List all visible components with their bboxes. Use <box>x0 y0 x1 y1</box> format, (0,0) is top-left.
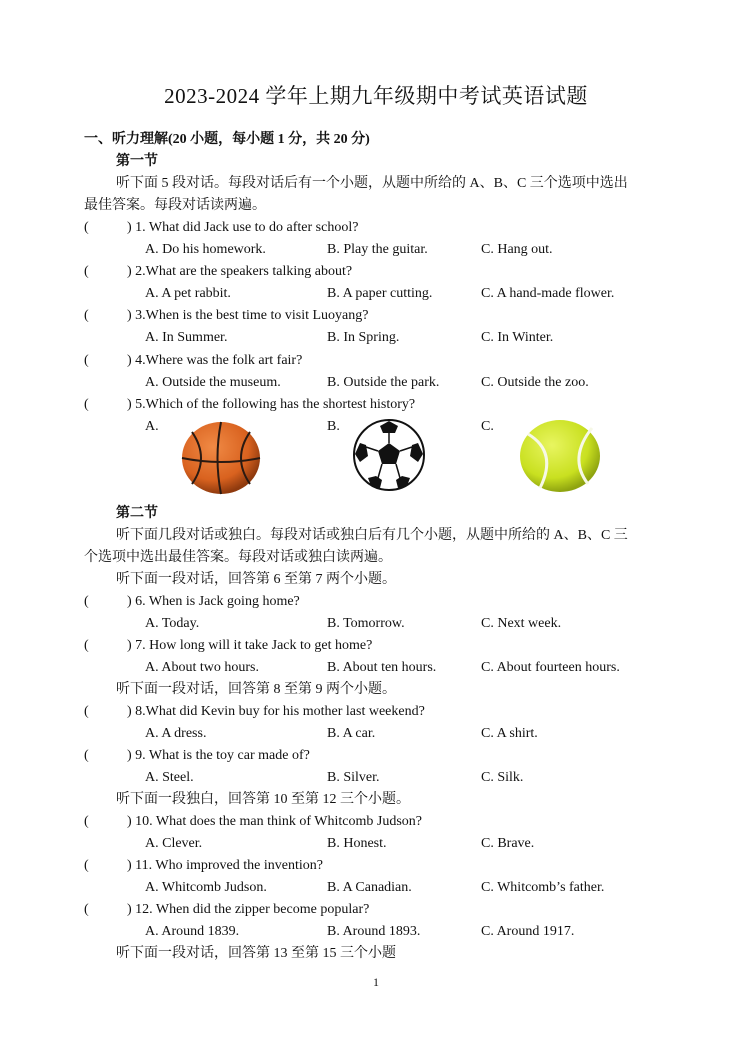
question-11: ) 11. Who improved the invention? <box>127 858 323 873</box>
option-b: B. A Canadian. <box>327 880 412 895</box>
question-3: ) 3.When is the best time to visit Luoyang? <box>127 308 369 323</box>
part1-instruction-2: 最佳答案。每段对话读两遍。 <box>84 198 266 213</box>
question-1: ) 1. What did Jack use to do after school? <box>127 220 359 235</box>
section1-heading: 一、听力理解(20 小题，每小题 1 分，共 20 分) <box>84 132 370 147</box>
group-instruction-10-12: 听下面一段独白，回答第 10 至第 12 三个小题。 <box>116 792 410 807</box>
option-a: A. Outside the museum. <box>145 375 281 390</box>
part1-instruction-1: 听下面 5 段对话。每段对话后有一个小题，从题中所给的 A、B、C 三个选项中选出 <box>116 176 628 191</box>
question-8: ) 8.What did Kevin buy for his mother last weekend? <box>127 704 425 719</box>
option-c: C. Outside the zoo. <box>481 375 589 390</box>
option-b: B. <box>327 419 340 434</box>
page-number: 1 <box>373 975 379 989</box>
option-b: B. Outside the park. <box>327 375 440 390</box>
option-c: C. Hang out. <box>481 242 553 257</box>
option-a: A. In Summer. <box>145 330 228 345</box>
soccer-ball-image <box>352 418 426 492</box>
option-a: A. Whitcomb Judson. <box>145 880 267 895</box>
option-b: B. Tomorrow. <box>327 616 405 631</box>
option-b: B. About ten hours. <box>327 660 437 675</box>
option-a: A. A pet rabbit. <box>145 286 231 301</box>
part2-instruction-2: 个选项中选出最佳答案。每段对话或独白读两遍。 <box>84 550 392 565</box>
option-b: B. A car. <box>327 726 376 741</box>
option-a: A. Around 1839. <box>145 924 240 939</box>
option-a: A. Today. <box>145 616 200 631</box>
answer-paren: ( <box>84 748 89 763</box>
option-c: C. A shirt. <box>481 726 538 741</box>
option-a: A. A dress. <box>145 726 207 741</box>
group-instruction-6-7: 听下面一段对话，回答第 6 至第 7 两个小题。 <box>116 572 396 587</box>
option-b: B. Honest. <box>327 836 387 851</box>
question-6: ) 6. When is Jack going home? <box>127 594 300 609</box>
option-c: C. A hand-made flower. <box>481 286 615 301</box>
group-instruction-8-9: 听下面一段对话，回答第 8 至第 9 两个小题。 <box>116 682 396 697</box>
option-a: A. <box>145 419 159 434</box>
answer-paren: ( <box>84 858 89 873</box>
option-b: B. Silver. <box>327 770 380 785</box>
question-4: ) 4.Where was the folk art fair? <box>127 353 303 368</box>
option-a: A. About two hours. <box>145 660 259 675</box>
part2-instruction-1: 听下面几段对话或独白。每段对话或独白后有几个小题，从题中所给的 A、B、C 三 <box>116 528 628 543</box>
question-5: ) 5.Which of the following has the shortest history? <box>127 397 416 412</box>
part2-label: 第二节 <box>116 506 158 521</box>
option-c: C. Brave. <box>481 836 535 851</box>
option-c: C. About fourteen hours. <box>481 660 620 675</box>
answer-paren: ( <box>84 264 89 279</box>
answer-paren: ( <box>84 353 89 368</box>
answer-paren: ( <box>84 308 89 323</box>
option-b: B. In Spring. <box>327 330 400 345</box>
tennis-ball-image <box>518 418 602 494</box>
option-a: A. Do his homework. <box>145 242 266 257</box>
question-9: ) 9. What is the toy car made of? <box>127 748 310 763</box>
option-c: C. Silk. <box>481 770 524 785</box>
question-10: ) 10. What does the man think of Whitcomb Judson? <box>127 814 422 829</box>
basketball-image <box>180 420 262 496</box>
option-b: B. Around 1893. <box>327 924 421 939</box>
answer-paren: ( <box>84 704 89 719</box>
answer-paren: ( <box>84 594 89 609</box>
answer-paren: ( <box>84 814 89 829</box>
option-c: C. Whitcomb’s father. <box>481 880 605 895</box>
question-2: ) 2.What are the speakers talking about? <box>127 264 353 279</box>
option-c: C. Next week. <box>481 616 562 631</box>
answer-paren: ( <box>84 902 89 917</box>
option-c: C. In Winter. <box>481 330 554 345</box>
page-title: 2023-2024 学年上期九年级期中考试英语试题 <box>164 84 588 108</box>
option-a: A. Steel. <box>145 770 194 785</box>
answer-paren: ( <box>84 638 89 653</box>
option-b: B. Play the guitar. <box>327 242 428 257</box>
answer-paren: ( <box>84 397 89 412</box>
part1-label: 第一节 <box>116 154 158 169</box>
option-c: C. <box>481 419 494 434</box>
question-7: ) 7. How long will it take Jack to get home? <box>127 638 373 653</box>
option-c: C. Around 1917. <box>481 924 575 939</box>
option-a: A. Clever. <box>145 836 203 851</box>
question-12: ) 12. When did the zipper become popular? <box>127 902 370 917</box>
answer-paren: ( <box>84 220 89 235</box>
option-b: B. A paper cutting. <box>327 286 433 301</box>
group-instruction-13-15: 听下面一段对话，回答第 13 至第 15 三个小题 <box>116 946 396 961</box>
